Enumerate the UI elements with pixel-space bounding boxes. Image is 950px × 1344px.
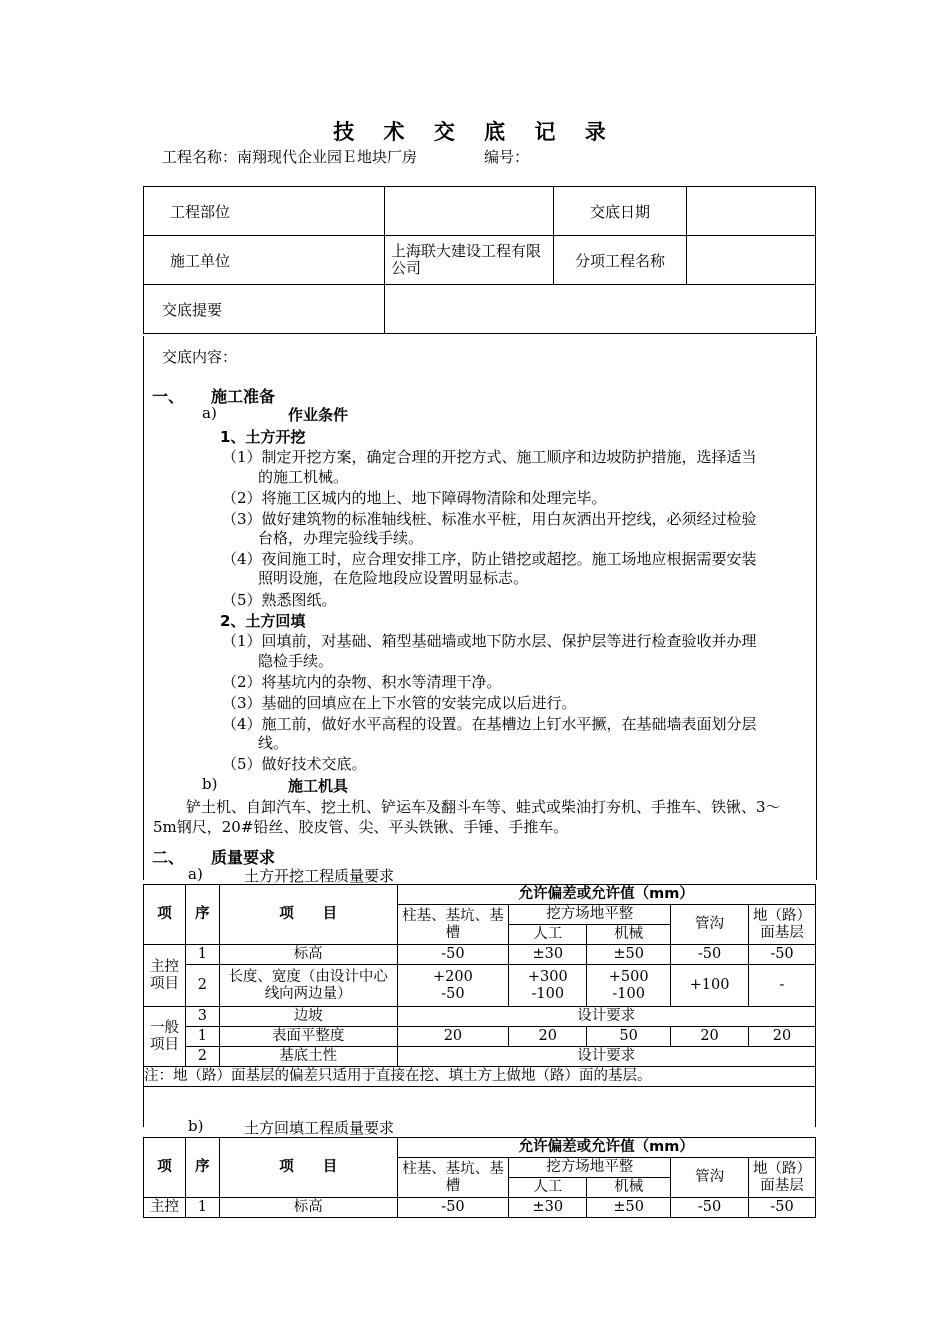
date-value[interactable]: [687, 187, 816, 236]
col-manual-header: 人工: [509, 925, 587, 945]
cell-value: -: [748, 965, 815, 1007]
cell-value: ±50: [587, 945, 671, 965]
list-item: 线。: [258, 734, 289, 752]
list-item: （5）做好技术交底。: [222, 755, 367, 773]
row-name: 标高: [219, 945, 397, 965]
col-machine-header: 机械: [587, 1178, 671, 1198]
project-name: 工程名称：南翔现代企业园Ｅ地块厂房: [162, 148, 418, 166]
list-item: （3）做好建筑物的标准轴线桩、标准水平桩，用白灰洒出开挖线，必须经过检验: [222, 510, 757, 528]
main-control-label: 主控项目: [144, 945, 186, 1007]
list-item: （2）将施工区城内的地上、地下障碍物清除和处理完毕。: [222, 489, 607, 507]
unit-value: 上海联大建设工程有限公司: [385, 236, 554, 285]
row-name: 表面平整度: [219, 1027, 397, 1047]
cell-value: +500 -100: [587, 965, 671, 1007]
row-seq: 1: [185, 945, 219, 965]
section-2-number: 二、: [152, 848, 185, 867]
main-control-label: 主控: [144, 1198, 186, 1218]
section-1-heading: 施工准备: [211, 387, 276, 406]
col-item-header: 项: [144, 1138, 186, 1198]
cell-value: -50: [397, 945, 509, 965]
document-title: 技 术 交 底 记 录: [333, 120, 617, 144]
section-2-heading: 质量要求: [211, 848, 276, 867]
col-foundation-header: 柱基、基坑、基槽: [397, 905, 509, 945]
sub-2a-mark: a): [188, 865, 203, 883]
general-label: 一般项目: [144, 1007, 186, 1067]
cell-value: ±50: [587, 1198, 671, 1218]
col-site-header: 挖方场地平整: [509, 905, 671, 925]
col-foundation-header: 柱基、基坑、基槽: [397, 1158, 509, 1198]
list-item: 的施工机械。: [258, 468, 349, 486]
list-item: 隐检手续。: [258, 652, 334, 670]
row-name: 基底土性: [219, 1047, 397, 1067]
part-value[interactable]: [385, 187, 554, 236]
sub-2b-title: 土方回填工程质量要求: [244, 1119, 395, 1137]
table-note: 注：地（路）面基层的偏差只适用于直接在挖、填土方上做地（路）面的基层。: [144, 1067, 816, 1087]
allowance-header: 允许偏差或允许值（mm）: [397, 885, 815, 905]
cell-value: ±30: [509, 1198, 587, 1218]
cell-value: -50: [749, 1198, 816, 1218]
backfill-quality-table: [143, 1137, 816, 1218]
col-item-header: 项: [144, 885, 186, 945]
subproject-label: 分项工程名称: [554, 236, 687, 285]
cell-value: -50: [671, 1198, 749, 1218]
col-trench-header: 管沟: [671, 1158, 749, 1198]
header-table: [143, 186, 816, 334]
col-base-header: 地（路）面基层: [749, 1158, 816, 1198]
cell-value: 20: [509, 1027, 587, 1047]
number-label: 编号：: [484, 148, 530, 166]
list-item: （3）基础的回填应在上下水管的安装完成以后进行。: [222, 694, 577, 712]
excavation-heading: 1、土方开挖: [220, 428, 306, 446]
cell-value: ±30: [509, 945, 587, 965]
list-item: （5）熟悉图纸。: [222, 591, 337, 609]
col-site-header: 挖方场地平整: [509, 1158, 671, 1178]
cell-value: -50: [397, 1198, 509, 1218]
cell-value: -50: [748, 945, 815, 965]
col-seq-header: 序: [185, 1138, 219, 1198]
sub-b-mark: b): [202, 775, 218, 793]
allowance-header: 允许偏差或允许值（mm）: [397, 1138, 815, 1158]
cell-value: 设计要求: [397, 1007, 815, 1027]
list-item: 照明设施，在危险地段应设置明显标志。: [258, 569, 529, 587]
sub-b-title: 施工机具: [288, 777, 349, 795]
row-name: 边坡: [219, 1007, 397, 1027]
cell-value: -50: [671, 945, 749, 965]
col-seq-header: 序: [185, 885, 219, 945]
row-seq: 2: [185, 965, 219, 1007]
list-item: （4）施工前，做好水平高程的设置。在基槽边上钉水平撅，在基础墙表面划分层: [222, 715, 757, 733]
summary-value[interactable]: [385, 285, 816, 334]
col-manual-header: 人工: [509, 1178, 587, 1198]
cell-value: 50: [587, 1027, 671, 1047]
row-seq: 1: [185, 1027, 219, 1047]
section-1-number: 一、: [152, 387, 185, 406]
row-name: 标高: [219, 1198, 397, 1218]
unit-label: 施工单位: [144, 236, 385, 285]
excavation-quality-table: [143, 884, 816, 1127]
backfill-heading: 2、土方回填: [220, 612, 306, 630]
col-machine-header: 机械: [587, 925, 671, 945]
subproject-value[interactable]: [687, 236, 816, 285]
list-item: （4）夜间施工时，应合理安排工序，防止错挖或超挖。施工场地应根据需要安装: [222, 550, 757, 568]
sub-a-title: 作业条件: [288, 406, 349, 424]
summary-label: 交底提要: [144, 285, 385, 334]
tools-line-1: 铲土机、自卸汽车、挖土机、铲运车及翻斗车等、蛙式或柴油打夯机、手推车、铁锹、3～: [186, 798, 781, 816]
col-name-header: 项 目: [219, 1138, 397, 1198]
cell-value: +300 -100: [509, 965, 587, 1007]
cell-value: 设计要求: [397, 1047, 815, 1067]
tools-line-2: 5m钢尺，20#铅丝、胶皮管、尖、平头铁锹、手锤、手推车。: [153, 818, 569, 836]
col-name-header: 项 目: [219, 885, 397, 945]
col-base-header: 地（路）面基层: [748, 905, 815, 945]
cell-value: 20: [671, 1027, 749, 1047]
sub-2b-mark: b): [188, 1117, 204, 1135]
row-seq: 2: [185, 1047, 219, 1067]
row-seq: 1: [185, 1198, 219, 1218]
date-label: 交底日期: [554, 187, 687, 236]
content-label: 交底内容：: [162, 348, 238, 366]
sub-2a-title: 土方开挖工程质量要求: [244, 867, 395, 885]
list-item: （1）制定开挖方案，确定合理的开挖方式、施工顺序和边坡防护措施，选择适当: [222, 448, 757, 466]
cell-value: 20: [748, 1027, 815, 1047]
row-seq: 3: [185, 1007, 219, 1027]
sub-a-mark: a): [202, 404, 217, 422]
cell-value: 20: [397, 1027, 509, 1047]
list-item: 台格，办理完验线手续。: [258, 529, 424, 547]
row-name: 长度、宽度（由设计中心线向两边量）: [219, 965, 397, 1007]
list-item: （1）回填前，对基础、箱型基础墙或地下防水层、保护层等进行检查验收并办理: [222, 632, 757, 650]
list-item: （2）将基坑内的杂物、积水等清理干净。: [222, 673, 502, 691]
part-label: 工程部位: [144, 187, 385, 236]
cell-value: +100: [671, 965, 749, 1007]
cell-value: +200 -50: [397, 965, 509, 1007]
col-trench-header: 管沟: [671, 905, 749, 945]
